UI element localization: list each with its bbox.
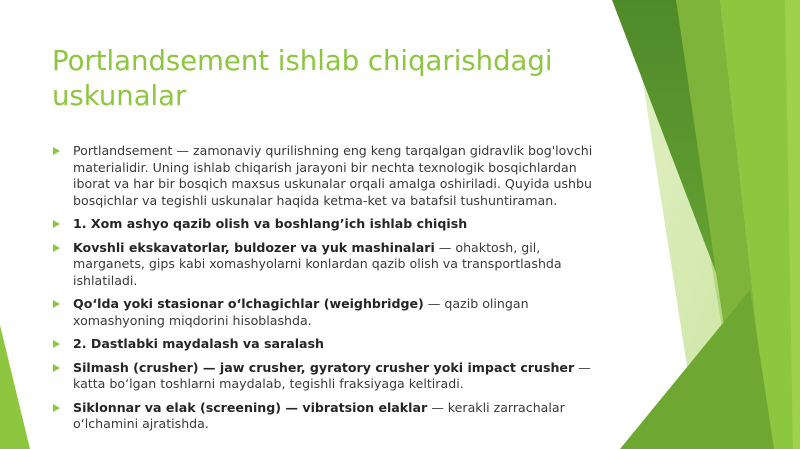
slide-title: Portlandsement ishlab chiqarishdagi uskunalar: [52, 45, 553, 112]
bullet-text: — qazib olingan xomashyoning miqdorini hisoblashda.: [73, 296, 529, 328]
bullet-screening: [52, 400, 612, 433]
bullet-text: — katta bo‘lgan toshlarni maydalab, tegishli fraksiyaga keltiradi.: [73, 359, 591, 391]
bullet-crusher: [52, 360, 612, 393]
bullet-bold: Silmash (crusher) — jaw crusher, gyratory crusher yoki impact crusher: [73, 359, 575, 375]
bullet-list: [52, 143, 612, 440]
bullet-excavators: [52, 240, 612, 290]
bullet-arrow-icon: [53, 147, 60, 155]
bullet-intro: [52, 143, 612, 209]
bullet-text: — kerakli zarrachalar o‘lchamini ajratishda.: [73, 399, 565, 431]
bullet-bold: 2. Dastlabki maydalash va saralash: [73, 336, 324, 351]
bullet-arrow-icon: [53, 340, 60, 348]
bullet-heading-1: [52, 216, 612, 233]
bullet-bold: Kovshli ekskavatorlar, buldozer va yuk mashinalari: [73, 239, 435, 255]
bullet-weighbridge: [52, 296, 612, 329]
bullet-arrow-icon: [53, 404, 60, 412]
bullet-arrow-icon: [53, 364, 60, 372]
bullet-arrow-icon: [53, 244, 60, 252]
bullet-bold: Siklonnar va elak (screening) — vibratsion elaklar: [73, 399, 428, 415]
bullet-text: Portlandsement — zamonaviy qurilishning eng keng tarqalgan gidravlik bog'lovchi materialidir. Uning ishlab chiqarish jarayoni bir nechta texnologik bosqichlardan iborat va har bir bosqich maxsus uskunalar orqali amalga oshiriladi. Quyida ushbu bosqichlar va tegishli uskunalar haqida ketma-ket va batafsil tushuntiraman.: [73, 143, 593, 208]
bullet-heading-2: [52, 336, 612, 353]
bullet-bold: 1. Xom ashyo qazib olish va boshlang’ich ishlab chiqish: [73, 216, 468, 231]
bullet-arrow-icon: [53, 220, 60, 228]
facet-left-sliver: [0, 325, 30, 449]
bullet-arrow-icon: [53, 300, 60, 308]
bullet-text: — ohaktosh, gil, marganets, gips kabi xomashyolarni konlardan qazib olish va transportlashda ishlatiladi.: [73, 239, 562, 288]
bullet-bold: Qo‘lda yoki stasionar o‘lchagichlar (weighbridge): [73, 296, 424, 311]
